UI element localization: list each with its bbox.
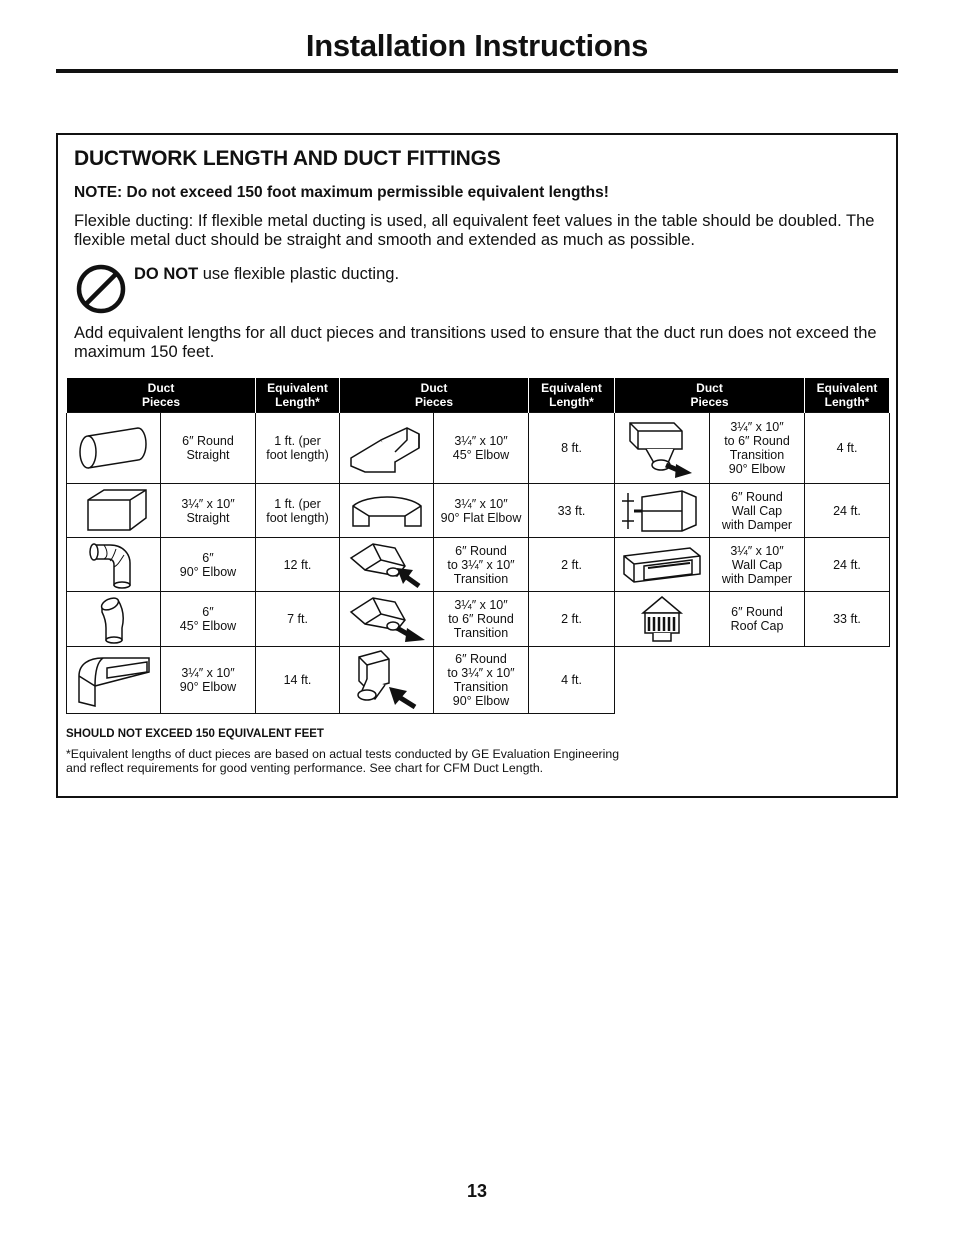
rect-straight-duct-icon xyxy=(74,488,154,534)
round-to-rect-90-elbow-icon xyxy=(345,649,429,711)
rect-to-round-90-elbow-icon xyxy=(620,417,704,479)
add-lengths-paragraph: Add equivalent lengths for all duct pieces and transitions used to ensure that the duct run does not exceed the maximum 150 feet. xyxy=(74,324,877,361)
duct-image-cell xyxy=(67,538,161,592)
duct-length-cell: 1 ft. (per foot length) xyxy=(256,413,340,484)
duct-length-cell: 8 ft. xyxy=(529,413,615,484)
duct-name-cell: 3¼″ x 10″ Straight xyxy=(161,484,256,538)
rect-45-elbow-icon xyxy=(345,418,429,478)
page-title: Installation Instructions xyxy=(305,28,649,63)
rect-90-elbow-icon xyxy=(73,650,155,710)
ductwork-section xyxy=(56,133,898,798)
table-row xyxy=(67,592,890,647)
round-wall-cap-icon xyxy=(620,487,704,535)
page-number: 13 xyxy=(466,1181,488,1201)
duct-name-cell: 3¼″ x 10″ to 6″ Round Transition xyxy=(434,592,529,647)
title-rule xyxy=(56,69,898,73)
col-header-length-1: Equivalent Length* xyxy=(256,378,340,413)
duct-length-cell: 2 ft. xyxy=(529,538,615,592)
flexible-ducting-paragraph: Flexible ducting: If flexible metal ducting is used, all equivalent feet values in the table should be doubled. The flexible metal duct should be straight and smooth and extended as much as possible. xyxy=(74,212,875,249)
duct-length-cell: 2 ft. xyxy=(529,592,615,647)
table-row xyxy=(67,413,890,484)
duct-length-cell: 4 ft. xyxy=(529,647,615,714)
duct-image-cell xyxy=(67,413,161,484)
do-not-text: use flexible plastic ducting. xyxy=(198,265,400,283)
duct-name-cell: 3¼″ x 10″ Wall Cap with Damper xyxy=(710,538,805,592)
duct-image-cell xyxy=(340,592,434,647)
duct-image-cell xyxy=(615,413,710,484)
duct-length-cell: 4 ft. xyxy=(805,413,890,484)
duct-length-cell: 33 ft. xyxy=(805,592,890,647)
prohibited-icon xyxy=(75,263,127,315)
duct-image-cell xyxy=(67,647,161,714)
duct-image-cell xyxy=(67,592,161,647)
duct-image-cell xyxy=(615,484,710,538)
duct-name-cell: 6″ Round Straight xyxy=(161,413,256,484)
duct-name-cell: 3¼″ x 10″ 90° Elbow xyxy=(161,647,256,714)
duct-name-cell: 6″ 90° Elbow xyxy=(161,538,256,592)
table-row xyxy=(67,647,890,714)
section-title: DUCTWORK LENGTH AND DUCT FITTINGS xyxy=(74,147,501,170)
table-row xyxy=(67,538,890,592)
duct-fittings-table xyxy=(66,378,890,714)
duct-image-cell xyxy=(340,538,434,592)
duct-name-cell: 3¼″ x 10″ 90° Flat Elbow xyxy=(434,484,529,538)
duct-name-cell: 3¼″ x 10″ 45° Elbow xyxy=(434,413,529,484)
table-header-row xyxy=(67,378,890,413)
col-header-pieces-2: Duct Pieces xyxy=(340,378,529,413)
duct-name-cell: 6″ Round Wall Cap with Damper xyxy=(710,484,805,538)
max-length-note: NOTE: Do not exceed 150 foot maximum permissible equivalent lengths! xyxy=(74,184,609,201)
col-header-length-3: Equivalent Length* xyxy=(805,378,890,413)
rect-90-flat-elbow-icon xyxy=(345,488,429,534)
do-not-label: DO NOT xyxy=(134,265,199,283)
round-45-elbow-icon xyxy=(84,594,144,644)
duct-image-cell xyxy=(615,592,710,647)
round-90-elbow-icon xyxy=(84,541,144,589)
duct-image-cell xyxy=(340,484,434,538)
duct-length-cell: 24 ft. xyxy=(805,484,890,538)
duct-image-cell xyxy=(615,538,710,592)
round-straight-duct-icon xyxy=(74,420,154,476)
roof-cap-icon xyxy=(637,593,687,645)
table-footnote: *Equivalent lengths of duct pieces are based on actual tests conducted by GE Evaluation Engineering and reflect requirements for good venting performance. See chart for CFM Duct Length. xyxy=(66,747,620,775)
duct-image-cell xyxy=(340,413,434,484)
rect-wall-cap-icon xyxy=(620,542,704,588)
duct-length-cell: 33 ft. xyxy=(529,484,615,538)
col-header-length-2: Equivalent Length* xyxy=(529,378,615,413)
duct-name-cell: 6″ Round Roof Cap xyxy=(710,592,805,647)
duct-name-cell: 6″ 45° Elbow xyxy=(161,592,256,647)
duct-length-cell: 1 ft. (per foot length) xyxy=(256,484,340,538)
table-row xyxy=(67,484,890,538)
duct-name-cell: 3¼″ x 10″ to 6″ Round Transition 90° Elbow xyxy=(710,413,805,484)
duct-image-cell xyxy=(67,484,161,538)
duct-name-cell: 6″ Round to 3¼″ x 10″ Transition 90° Elbow xyxy=(434,647,529,714)
rect-to-round-transition-icon xyxy=(345,594,429,644)
duct-name-cell: 6″ Round to 3¼″ x 10″ Transition xyxy=(434,538,529,592)
round-to-rect-transition-icon xyxy=(345,540,429,590)
col-header-pieces-1: Duct Pieces xyxy=(67,378,256,413)
duct-length-cell: 12 ft. xyxy=(256,538,340,592)
duct-length-cell: 7 ft. xyxy=(256,592,340,647)
duct-length-cell: 14 ft. xyxy=(256,647,340,714)
empty-cell xyxy=(615,647,890,714)
duct-image-cell xyxy=(340,647,434,714)
duct-length-cell: 24 ft. xyxy=(805,538,890,592)
col-header-pieces-3: Duct Pieces xyxy=(615,378,805,413)
table-warning: SHOULD NOT EXCEED 150 EQUIVALENT FEET xyxy=(66,728,324,740)
do-not-warning xyxy=(134,265,399,284)
